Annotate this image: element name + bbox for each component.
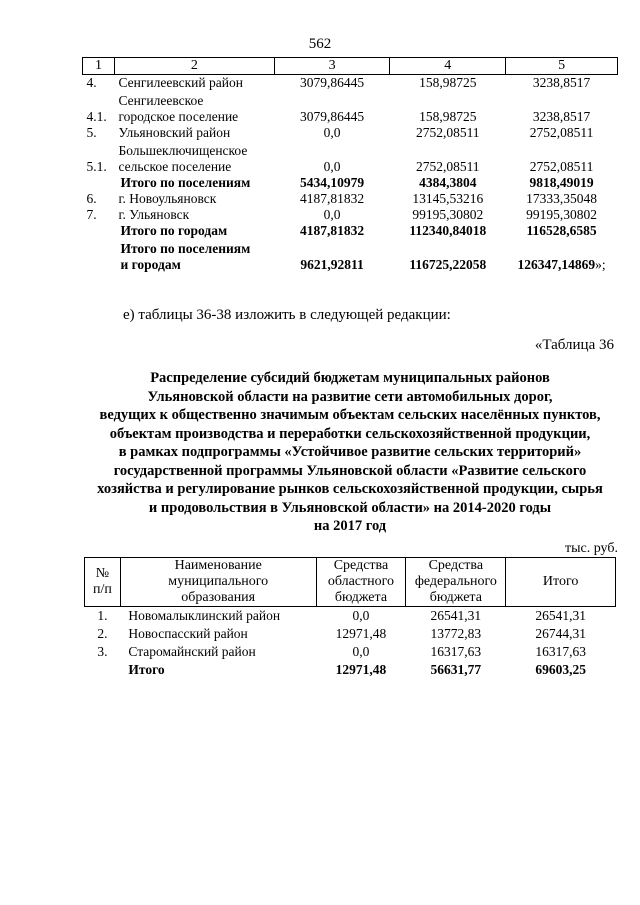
cell-line: в рамках подпрограммы «Устойчивое развитие сельских территорий»	[118, 444, 582, 460]
cell-line: городское поселение	[118, 109, 239, 124]
value-federal: 16317,63	[430, 644, 482, 659]
value-col3: 0,0	[323, 159, 341, 174]
value-col5	[506, 207, 618, 223]
value-col5	[506, 125, 618, 141]
cell-line: №	[95, 566, 110, 581]
value-regional: 12971,48	[335, 662, 387, 677]
row-name	[114, 91, 274, 125]
table-row	[85, 643, 616, 661]
value-col5	[506, 239, 618, 273]
column-header: 5	[506, 58, 618, 75]
value-col4: 4384,3804	[419, 175, 477, 190]
row-number: 3.	[97, 644, 108, 659]
cell-line: и продовольствия в Ульяновской области» на 2014-2020 годы	[148, 499, 552, 516]
table-row	[83, 141, 618, 175]
row-number	[83, 239, 115, 273]
table-1-header	[83, 58, 618, 75]
cell-line: Итого по поселениям	[120, 241, 251, 256]
cell-line: государственной программы Ульяновской области «Развитие сельского	[113, 462, 587, 479]
table-row	[85, 607, 616, 626]
row-number: 4.1.	[86, 109, 107, 124]
cell-line: объектам производства и переработки сельскохозяйственной продукции,	[109, 425, 591, 442]
row-name	[114, 207, 274, 223]
row-number	[83, 175, 115, 191]
table-row	[83, 125, 618, 141]
value: 2752,08511	[529, 125, 594, 140]
row-number: 2.	[97, 626, 108, 641]
row-number: 5.	[86, 125, 97, 140]
cell-line: Ульяновской области на развитие сети автомобильных дорог,	[147, 388, 553, 405]
value-col4: 158,98725	[419, 109, 477, 124]
closing-quote: »;	[595, 257, 606, 272]
cell-line: Итого по поселениям	[120, 175, 251, 190]
value-col3: 3079,86445	[300, 75, 365, 90]
value: 126347,14869	[517, 257, 596, 272]
table-number: «Таблица 36	[534, 337, 614, 353]
row-number: 4.	[86, 75, 97, 90]
cell-line: образования	[181, 590, 256, 605]
row-number: 5.1.	[86, 159, 107, 174]
row-name	[114, 239, 274, 273]
value-total: 69603,25	[535, 662, 586, 677]
column-header: 4	[390, 58, 506, 75]
page-number: 562	[308, 36, 332, 52]
value-federal: 56631,77	[430, 662, 482, 677]
row-number: 6.	[86, 191, 97, 206]
value: 99195,30802	[526, 207, 597, 222]
cell-line: на 2017 год	[313, 518, 387, 534]
value-total: 16317,63	[535, 644, 586, 659]
cell-line: п/п	[93, 582, 112, 597]
cell-line: г. Ульяновск	[118, 207, 190, 222]
column-header	[506, 558, 616, 607]
column-header	[406, 558, 506, 607]
cell-line: Средства	[333, 558, 389, 573]
column-header: 2	[114, 58, 274, 75]
cell-line: Итого	[542, 574, 579, 589]
cell-line: муниципального	[168, 574, 269, 589]
value-total: 26744,31	[535, 626, 586, 641]
edit-instruction: е) таблицы 36-38 изложить в следующей редакции:	[123, 307, 451, 323]
value-federal: 26541,31	[430, 608, 482, 623]
value-col4: 2752,08511	[415, 125, 480, 140]
table-row	[83, 175, 618, 191]
value: 3238,8517	[532, 109, 591, 124]
table-row	[83, 191, 618, 207]
value-col3: 5434,10979	[300, 175, 365, 190]
row-name: Новоспасский район	[128, 626, 248, 641]
value-col4: 13145,53216	[412, 191, 484, 206]
value-col5	[506, 75, 618, 92]
table-title	[80, 369, 620, 536]
value-col5	[506, 191, 618, 207]
value-col5	[506, 223, 618, 239]
value: 9818,49019	[529, 175, 594, 190]
value: 2752,08511	[529, 159, 594, 174]
row-name	[114, 125, 274, 141]
table-row	[83, 239, 618, 273]
table-row	[83, 91, 618, 125]
table-row	[83, 223, 618, 239]
row-name	[114, 175, 274, 191]
cell-line: Итого по городам	[120, 223, 228, 238]
cell-line: Средства	[428, 558, 484, 573]
value-col4: 2752,08511	[415, 159, 480, 174]
value-col3: 4187,81832	[300, 191, 365, 206]
cell-line: ведущих к общественно значимым объектам сельских населённых пунктов,	[99, 407, 601, 423]
table-2	[84, 557, 616, 679]
value-col3: 0,0	[323, 125, 341, 140]
units-label: тыс. руб.	[565, 541, 618, 556]
row-name: Новомалыклинский район	[128, 608, 281, 623]
value-total: 26541,31	[535, 608, 586, 623]
cell-line: г. Новоульяновск	[118, 191, 217, 206]
cell-line: Сенгилеевское	[118, 93, 204, 108]
row-number: 1.	[97, 608, 108, 623]
cell-line: хозяйства и регулирование рынков сельскохозяйственной продукции, сырья	[97, 481, 603, 497]
cell-line: и городам	[120, 257, 181, 272]
value-col3: 4187,81832	[300, 223, 365, 238]
row-name: Итого	[128, 662, 165, 677]
value-col3: 0,0	[323, 207, 341, 222]
row-name	[114, 75, 274, 92]
value-col5	[506, 175, 618, 191]
column-header	[120, 558, 316, 607]
value-col4: 99195,30802	[412, 207, 484, 222]
value-regional: 0,0	[352, 608, 370, 623]
value: 3238,8517	[532, 75, 591, 90]
row-name	[114, 223, 274, 239]
cell-line: Наименование	[174, 558, 262, 573]
cell-line: федерального	[414, 574, 497, 589]
cell-line: сельское поселение	[118, 159, 232, 174]
value-regional: 12971,48	[335, 626, 387, 641]
column-header: 1	[83, 58, 115, 75]
row-name	[114, 191, 274, 207]
value-col4: 112340,84018	[409, 223, 487, 238]
cell-line: бюджета	[334, 590, 388, 605]
value: 116528,6585	[526, 223, 597, 238]
value-regional: 0,0	[352, 644, 370, 659]
value-col3: 3079,86445	[300, 109, 365, 124]
row-name: Старомайнский район	[128, 644, 256, 659]
table-row	[83, 207, 618, 223]
cell-line: Ульяновский район	[118, 125, 231, 140]
cell-line: Большеключищенское	[118, 143, 248, 158]
row-number	[85, 661, 121, 679]
value-col5	[506, 91, 618, 125]
table-2-header	[85, 558, 616, 607]
value-col3: 9621,92811	[300, 257, 364, 272]
column-header	[85, 558, 121, 607]
table-1	[82, 57, 618, 273]
row-name	[114, 141, 274, 175]
cell-line: Сенгилеевский район	[118, 75, 243, 90]
column-header	[316, 558, 406, 607]
table-row	[85, 625, 616, 643]
value-col4: 116725,22058	[409, 257, 487, 272]
value: 17333,35048	[526, 191, 597, 206]
table-row	[85, 661, 616, 679]
table-row	[83, 75, 618, 92]
row-number	[83, 223, 115, 239]
row-number: 7.	[86, 207, 97, 222]
cell-line: Распределение субсидий бюджетам муниципальных районов	[150, 370, 550, 386]
cell-line: бюджета	[429, 590, 482, 605]
value-col5	[506, 141, 618, 175]
value-federal: 13772,83	[430, 626, 482, 641]
value-col4: 158,98725	[419, 75, 477, 90]
cell-line: областного	[327, 574, 395, 589]
column-header: 3	[274, 58, 390, 75]
